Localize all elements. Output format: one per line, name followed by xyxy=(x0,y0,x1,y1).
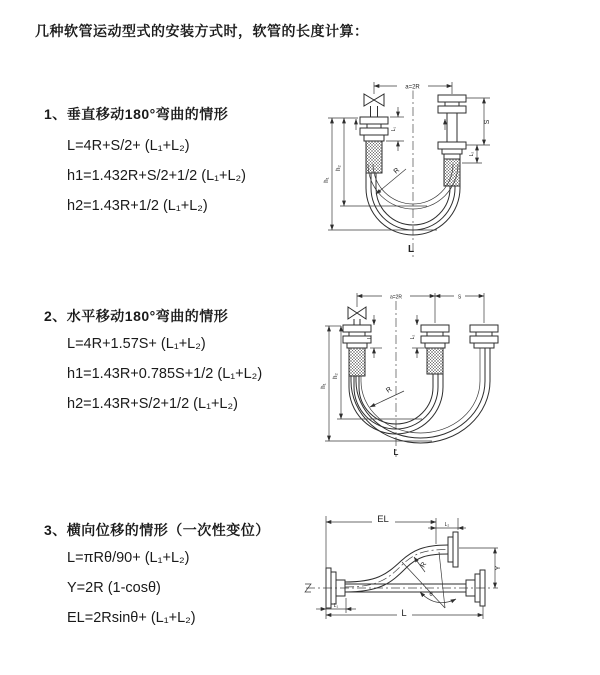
dim-label-l1: L₁ xyxy=(391,126,397,132)
section-2-heading: 2、水平移动180°弯曲的情形 xyxy=(44,308,229,324)
formula-line: L=4R+S/2+ (L₁+L₂) xyxy=(67,138,190,154)
formula-line: h1=1.432R+S/2+1/2 (L₁+L₂) xyxy=(67,168,247,184)
dim-label-length: L xyxy=(407,244,415,255)
dimension-h2 xyxy=(333,326,422,419)
hose-u-curves xyxy=(349,348,490,443)
dim-label-a2r: a=2R xyxy=(389,294,403,301)
right-flange-fitting xyxy=(470,325,498,348)
dim-label-s: S xyxy=(457,294,462,301)
dimension-s xyxy=(466,98,491,145)
dim-label-l1: L₁ xyxy=(333,603,339,609)
page-title: 几种软管运动型式的安装方式时，软管的长度计算： xyxy=(35,23,369,39)
formula-line: h2=1.43R+S/2+1/2 (L₁+L₂) xyxy=(67,396,238,412)
angle-label-theta: θ xyxy=(429,592,433,598)
dimension-l1 xyxy=(386,107,404,151)
centerline xyxy=(305,584,498,592)
formula-line: h1=1.43R+0.785S+1/2 (L₁+L₂) xyxy=(67,366,263,382)
formula-line: L=πRθ/90+ (L₁+L₂) xyxy=(67,550,190,566)
section-3-formulas xyxy=(67,543,196,633)
left-flange-fitting xyxy=(343,325,371,376)
dimension-s xyxy=(435,291,484,301)
dim-label-h2: h₂ xyxy=(333,373,339,379)
diagram-lateral-displacement xyxy=(298,502,598,657)
dim-label-h2: h₂ xyxy=(336,165,342,171)
dim-label-l2: L₂ xyxy=(410,334,416,340)
formula-line: L=4R+1.57S+ (L₁+L₂) xyxy=(67,336,206,352)
hose-s-curve xyxy=(345,545,448,592)
dim-label-radius: R xyxy=(392,166,402,176)
dim-label-l2: L₂ xyxy=(469,151,475,157)
section-1-formulas xyxy=(67,131,246,221)
dim-label-h1: h₁ xyxy=(321,383,327,389)
formula-line: Y=2R (1-cosθ) xyxy=(67,580,161,596)
diagram-horizontal-180-bend xyxy=(312,283,592,461)
dimension-l2 xyxy=(462,145,482,163)
radius-callout xyxy=(370,386,404,407)
dim-label-y: Y xyxy=(495,565,502,571)
displaced-flange-fitting xyxy=(448,532,458,567)
dim-label-a2r: a=2R xyxy=(405,84,420,91)
dimension-l2 xyxy=(428,518,466,530)
valve-icon xyxy=(364,94,384,117)
diagram-vertical-180-bend xyxy=(312,70,592,262)
dimension-h1 xyxy=(321,326,432,441)
section-2-formulas xyxy=(67,329,262,419)
dim-label-el: EL xyxy=(377,514,389,525)
dimension-length xyxy=(326,606,483,619)
dim-label-radius: R xyxy=(419,561,429,569)
dim-label-l1: L₁ xyxy=(367,334,373,340)
dim-label-length: L xyxy=(393,448,399,457)
dim-label-l2: L₂ xyxy=(444,522,450,528)
section-1-heading: 1、垂直移动180°弯曲的情形 xyxy=(44,106,229,122)
middle-flange-fitting xyxy=(421,325,449,374)
dim-label-length: L xyxy=(401,608,407,619)
left-flange-fitting xyxy=(360,117,388,173)
valve-icon xyxy=(348,307,366,325)
formula-line: h2=1.43R+1/2 (L₁+L₂) xyxy=(67,198,208,214)
dim-label-s: S xyxy=(484,119,491,125)
radius-callout xyxy=(414,557,428,572)
formula-line: EL=2Rsinθ+ (L₁+L₂) xyxy=(67,610,196,626)
section-3-heading: 3、横向位移的情形（一次性变位） xyxy=(44,522,270,538)
dim-label-h1: h₁ xyxy=(324,177,330,183)
dimension-l1 xyxy=(367,315,382,358)
dim-label-radius: R xyxy=(385,386,394,395)
